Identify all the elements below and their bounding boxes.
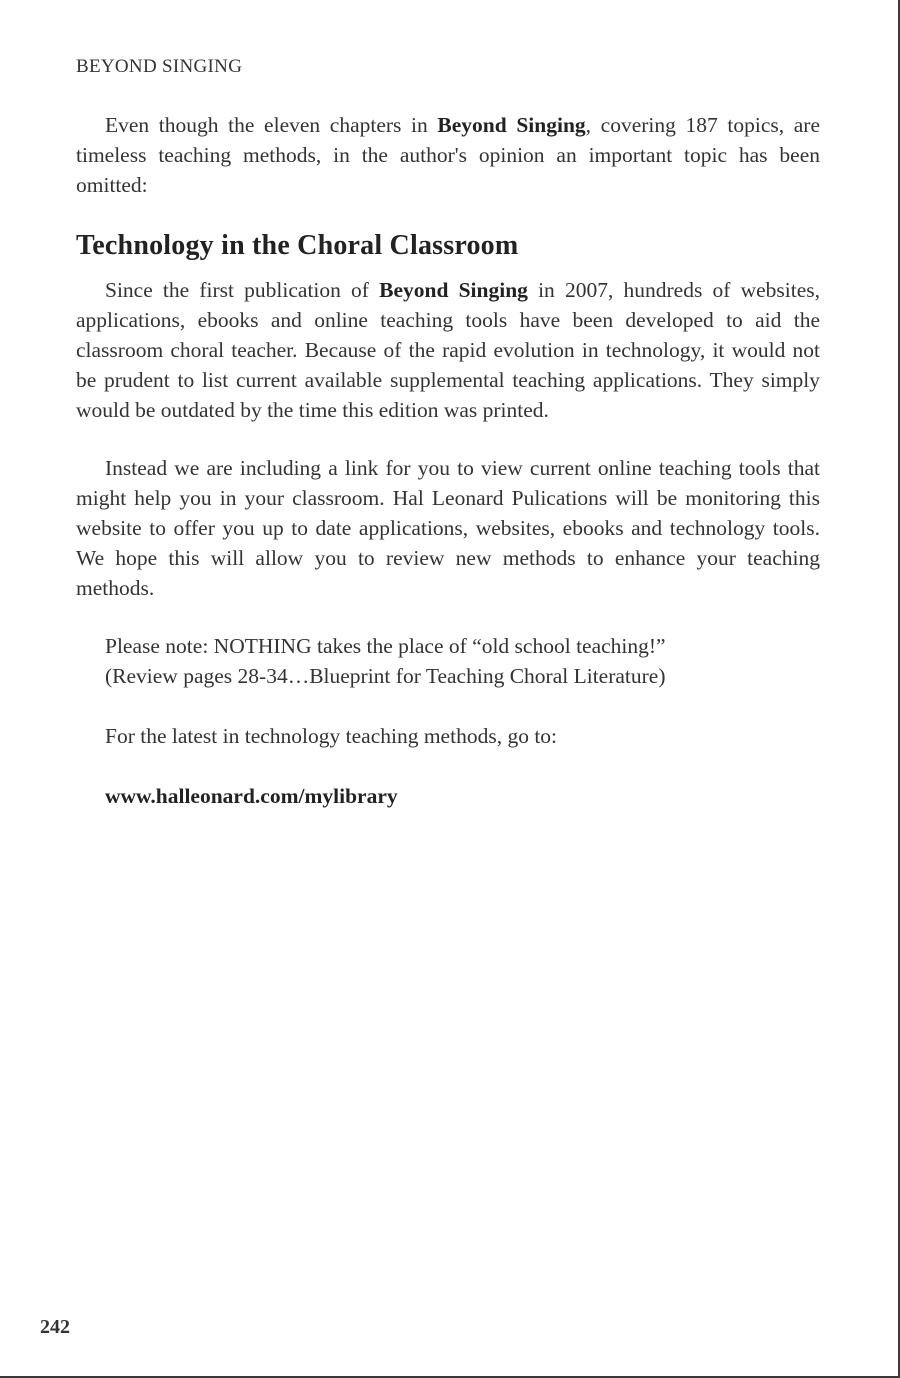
instead-block <box>76 453 820 603</box>
tech-paragraph <box>76 275 820 425</box>
instead-paragraph: Instead we are including a link for you to view current online teaching tools that might help you in your classroom. Hal Leonard Pulications will be monitoring this website to offer you up to date applications, websites, ebooks and technology tools. We hope this will allow you to review new methods to enhance your teaching methods. <box>76 456 820 600</box>
book-title-bold: Beyond Singing <box>437 113 586 137</box>
tech-text-start: Since the first publication of <box>105 278 380 302</box>
book-title-bold: Beyond Singing <box>379 278 528 302</box>
tech-block <box>76 275 820 425</box>
intro-block <box>76 110 820 200</box>
page-number: 242 <box>40 1316 70 1338</box>
tech-text-end: in 2007, hundreds of websites, applications, ebooks and online teaching tools have been developed to aid the classroom choral teacher. Because of the rapid evolution in technology, it would not be prudent to list current available supplemental teaching applications. They simply would be outdated by the time this edition was printed. <box>76 278 820 422</box>
intro-text-end: , covering 187 topics, are timeless teaching methods, in the author's opinion an important topic has been omitted: <box>76 113 820 197</box>
latest-line: For the latest in technology teaching methods, go to: <box>105 724 558 748</box>
running-head: BEYOND SINGING <box>76 56 243 77</box>
intro-text-start: Even though the eleven chapters in <box>105 113 438 137</box>
note-block <box>105 631 820 691</box>
library-url: www.halleonard.com/mylibrary <box>105 784 398 808</box>
note-line: Please note: NOTHING takes the place of “old school teaching!” <box>105 634 666 658</box>
section-heading: Technology in the Choral Classroom <box>76 230 519 261</box>
review-pages-line: (Review pages 28-34…Blueprint for Teaching Choral Literature) <box>105 664 666 688</box>
intro-paragraph <box>76 110 820 200</box>
